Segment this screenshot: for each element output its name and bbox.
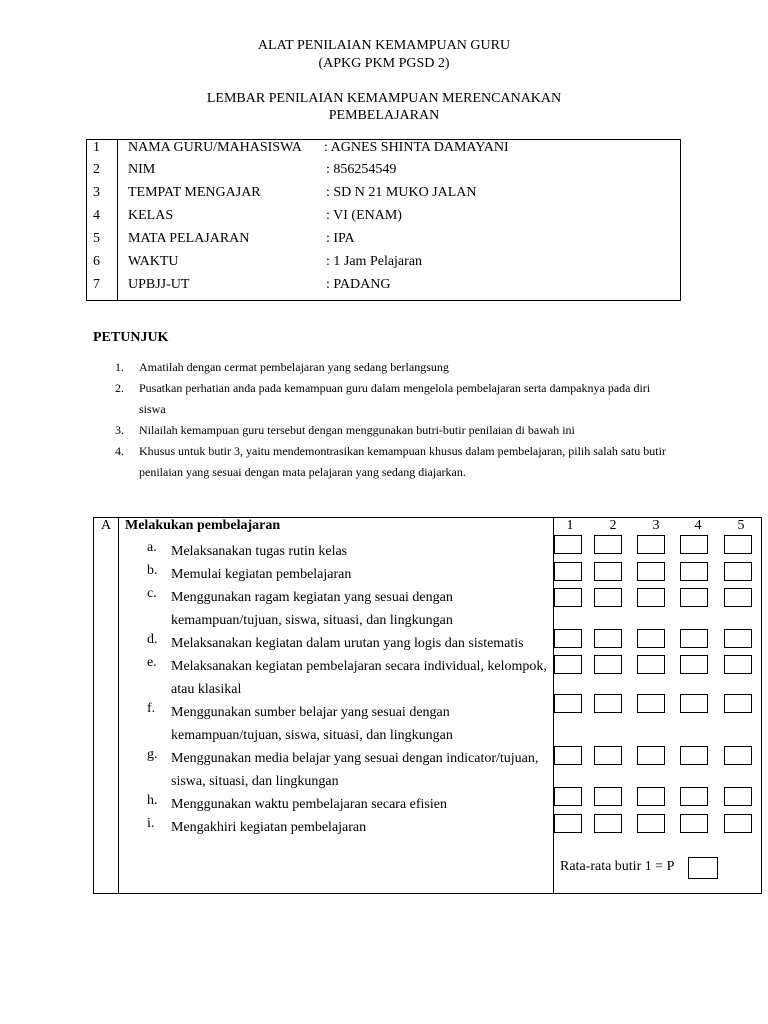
score-checkbox-5-5[interactable] (724, 655, 752, 674)
score-checkbox-2-1[interactable] (554, 562, 582, 581)
section-letter: A (101, 518, 112, 533)
score-checkbox-4-2[interactable] (594, 629, 622, 648)
score-checkbox-5-1[interactable] (554, 655, 582, 674)
score-checkbox-3-4[interactable] (680, 588, 708, 607)
scale-label: 3 (652, 518, 660, 533)
table-divider (117, 140, 118, 300)
score-checkbox-4-3[interactable] (637, 629, 665, 648)
score-checkbox-3-2[interactable] (594, 588, 622, 607)
score-checkbox-6-5[interactable] (724, 694, 752, 713)
score-checkbox-8-4[interactable] (680, 787, 708, 806)
score-checkbox-2-2[interactable] (594, 562, 622, 581)
score-checkbox-9-3[interactable] (637, 814, 665, 833)
instruction-number: 3. (115, 423, 124, 437)
score-checkbox-8-3[interactable] (637, 787, 665, 806)
score-checkbox-5-3[interactable] (637, 655, 665, 674)
row-label: UPBJJ-UT (128, 277, 190, 292)
score-checkbox-5-4[interactable] (680, 655, 708, 674)
score-checkbox-1-3[interactable] (637, 535, 665, 554)
score-checkbox-2-3[interactable] (637, 562, 665, 581)
item-text: Menggunakan ragam kegiatan yang sesuai dengan kemampuan/tujuan, siswa, situasi, dan lingkungan (171, 590, 453, 628)
scale-label: 5 (737, 518, 745, 533)
score-checkbox-2-4[interactable] (680, 562, 708, 581)
form-subtitle-cont: PEMBELAJARAN (328, 108, 440, 123)
row-value: : VI (ENAM) (326, 208, 402, 223)
scale-label: 1 (566, 518, 574, 533)
score-checkbox-3-1[interactable] (554, 588, 582, 607)
form-title: ALAT PENILAIAN KEMAMPUAN GURU (257, 38, 511, 53)
score-checkbox-9-4[interactable] (680, 814, 708, 833)
item-letter: d. (147, 632, 158, 647)
row-number: 6 (93, 254, 100, 269)
scale-label: 2 (609, 518, 617, 533)
item-text: Menggunakan waktu pembelajaran secara efisien (171, 797, 447, 812)
row-label: MATA PELAJARAN (128, 231, 250, 246)
instruction-text: Amatilah dengan cermat pembelajaran yang sedang berlangsung (139, 360, 449, 374)
score-checkbox-6-4[interactable] (680, 694, 708, 713)
score-checkbox-1-5[interactable] (724, 535, 752, 554)
row-number: 3 (93, 185, 100, 200)
item-text: Memulai kegiatan pembelajaran (171, 567, 352, 582)
item-text: Mengakhiri kegiatan pembelajaran (171, 820, 367, 835)
row-label: KELAS (128, 208, 174, 223)
item-letter: c. (147, 586, 157, 601)
score-checkbox-3-5[interactable] (724, 588, 752, 607)
item-letter: i. (147, 816, 155, 831)
score-checkbox-7-4[interactable] (680, 746, 708, 765)
score-checkbox-8-5[interactable] (724, 787, 752, 806)
score-checkbox-1-2[interactable] (594, 535, 622, 554)
item-letter: b. (147, 563, 158, 578)
average-score-box[interactable] (688, 857, 718, 879)
item-text: Melaksanakan kegiatan dalam urutan yang logis dan sistematis (171, 636, 524, 651)
item-text: Melaksanakan kegiatan pembelajaran secara individual, kelompok, atau klasikal (171, 659, 547, 697)
item-text: Melaksanakan tugas rutin kelas (171, 544, 348, 559)
row-value: : AGNES SHINTA DAMAYANI (324, 140, 509, 155)
identity-table (86, 139, 681, 301)
average-label: Rata-rata butir 1 = P (560, 859, 675, 874)
row-label: WAKTU (128, 254, 179, 269)
row-value: : 1 Jam Pelajaran (326, 254, 423, 269)
score-checkbox-1-4[interactable] (680, 535, 708, 554)
item-text: Menggunakan media belajar yang sesuai dengan indicator/tujuan, siswa, situasi, dan lingkungan (171, 751, 539, 789)
form-code: (APKG PKM PGSD 2) (318, 56, 450, 71)
item-text: Menggunakan sumber belajar yang sesuai dengan kemampuan/tujuan, siswa, situasi, dan lingkungan (171, 705, 453, 743)
score-checkbox-7-2[interactable] (594, 746, 622, 765)
row-number: 4 (93, 208, 100, 223)
score-checkbox-5-2[interactable] (594, 655, 622, 674)
row-value: : PADANG (326, 277, 391, 292)
score-checkbox-9-5[interactable] (724, 814, 752, 833)
row-label: NAMA GURU/MAHASISWA (128, 140, 302, 155)
instruction-number: 1. (115, 360, 124, 374)
evaluation-table (93, 517, 762, 894)
instructions-heading: PETUNJUK (93, 330, 169, 345)
score-checkbox-2-5[interactable] (724, 562, 752, 581)
score-checkbox-6-2[interactable] (594, 694, 622, 713)
row-number: 2 (93, 162, 100, 177)
score-checkbox-3-3[interactable] (637, 588, 665, 607)
row-value: : SD N 21 MUKO JALAN (326, 185, 477, 200)
table-divider (118, 518, 119, 893)
row-number: 5 (93, 231, 100, 246)
score-checkbox-9-2[interactable] (594, 814, 622, 833)
row-label: NIM (128, 162, 156, 177)
score-checkbox-9-1[interactable] (554, 814, 582, 833)
score-checkbox-4-1[interactable] (554, 629, 582, 648)
instruction-text: Pusatkan perhatian anda pada kemampuan guru dalam mengelola pembelajaran serta dampaknya pada diri siswa (139, 381, 651, 416)
score-checkbox-6-1[interactable] (554, 694, 582, 713)
item-letter: f. (147, 701, 156, 716)
scale-label: 4 (694, 518, 702, 533)
score-checkbox-1-1[interactable] (554, 535, 582, 554)
score-checkbox-7-1[interactable] (554, 746, 582, 765)
item-letter: e. (147, 655, 157, 670)
item-letter: h. (147, 793, 158, 808)
score-checkbox-7-3[interactable] (637, 746, 665, 765)
row-number: 7 (93, 277, 100, 292)
row-value: : 856254549 (326, 162, 397, 177)
item-letter: g. (147, 747, 158, 762)
instruction-number: 2. (115, 381, 124, 395)
score-checkbox-4-4[interactable] (680, 629, 708, 648)
item-letter: a. (147, 540, 157, 555)
row-number: 1 (93, 140, 100, 155)
score-checkbox-6-3[interactable] (637, 694, 665, 713)
score-checkbox-8-1[interactable] (554, 787, 582, 806)
score-checkbox-8-2[interactable] (594, 787, 622, 806)
score-checkbox-7-5[interactable] (724, 746, 752, 765)
row-value: : IPA (326, 231, 355, 246)
instruction-number: 4. (115, 444, 124, 458)
section-title: Melakukan pembelajaran (125, 518, 281, 533)
row-label: TEMPAT MENGAJAR (128, 185, 261, 200)
score-checkbox-4-5[interactable] (724, 629, 752, 648)
instruction-text: Khusus untuk butir 3, yaitu mendemontrasikan kemampuan khusus dalam pembelajaran, pilih salah satu butir penilaian yang sesuai dengan mata pelajaran yang sedang diajarkan. (139, 444, 666, 479)
instruction-text: Nilailah kemampuan guru tersebut dengan menggunakan butri-butir penilaian di bawah ini (139, 423, 575, 437)
form-subtitle: LEMBAR PENILAIAN KEMAMPUAN MERENCANAKAN (206, 91, 562, 106)
